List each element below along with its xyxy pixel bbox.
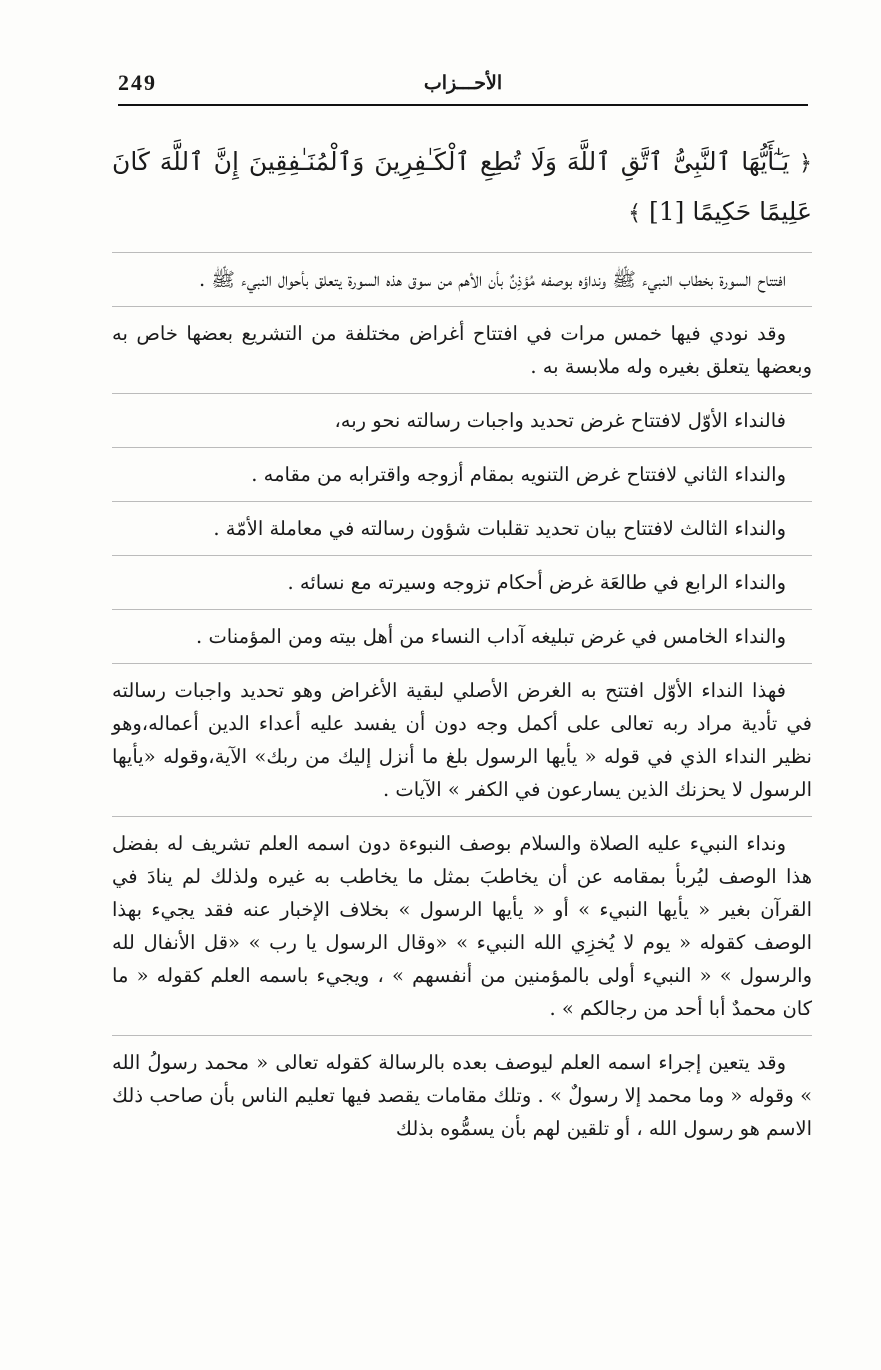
page-body <box>112 138 812 1155</box>
paragraph: وقد نودي فيها خمس مرات في افتتاح أغراض مختلفة من التشريع بعضها خاص به وبعضها يتعلق بغيره وله ملابسة به . <box>112 322 812 378</box>
quran-verse <box>112 138 812 238</box>
section-divider <box>112 393 812 394</box>
paragraph: ونداء النبيء عليه الصلاة والسلام بوصف النبوءة دون اسمه العلم تشريف له بفضل هذا الوصف ليُربأ بمقامه عن أن يخاطبَ بمثل ما يخاطب به غيره ولذلك لم ينادَ في القرآن بغير « يأيها النبيء » أو « يأيها الرسول » بخلاف الإخبار عنه فقد يجيء بهذا الوصف كقوله « يوم لا يُخزِي الله النبيء » «وقال الرسول يا رب » «قل الأنفال لله والرسول » « النبيء أولى بالمؤمنين من أنفسهم » ، ويجيء باسمه العلم كقوله « ما كان محمدٌ أبا أحد من رجالكم » . <box>112 832 812 1020</box>
page-header <box>118 62 808 106</box>
section-divider <box>112 555 812 556</box>
paragraph: والنداء الثاني لافتتاح غرض التنويه بمقام أزوجه واقترابه من مقامه . <box>251 463 786 486</box>
paragraph: فالنداء الأوّل لافتتاح غرض تحديد واجبات رسالته نحو ربه، <box>334 409 786 432</box>
header-rule <box>118 104 808 106</box>
running-title: الأحـــزاب <box>423 72 503 94</box>
paragraph: فهذا النداء الأوّل افتتح به الغرض الأصلي لبقية الأغراض وهو تحديد واجبات رسالته في تأدية مراد ربه تعالى على أكمل وجه دون أن يفسد عليه أعداء الدين أعماله،وهو نظير النداء الذي في قوله « يأيها الرسول بلغ ما أنزل إليك من ربك» الآية،وقوله «يأيها الرسول لا يحزنك الذين يسارعون في الكفر » الآيات . <box>112 679 812 801</box>
verse-text: يَـٰٓأَيُّهَا ٱلنَّبِىُّ ٱتَّقِ ٱللَّهَ وَلَا تُطِعِ ٱلْكَـٰفِرِينَ وَٱلْمُنَـٰفِقِينَ إِنَّ ٱللَّهَ كَانَ عَلِيمًا حَكِيمًا [1] <box>112 147 812 226</box>
paragraph: والنداء الثالث لافتتاح بيان تحديد تقلبات شؤون رسالته في معاملة الأمّة . <box>213 517 786 540</box>
verse-close-bracket: ﴾ <box>628 201 642 226</box>
section-divider <box>112 1035 812 1036</box>
section-divider <box>112 816 812 817</box>
section-divider <box>112 252 812 253</box>
section-divider <box>112 306 812 307</box>
paragraph: افتتاح السورة بخطاب النبيء ﷺ ونداؤه بوصفه مُؤذِنٌ بأن الأهم من سوق هذه السورة يتعلق بأحوال النبيء ﷺ . <box>199 268 786 291</box>
section-divider <box>112 447 812 448</box>
verse-open-bracket: ﴿ <box>799 151 812 176</box>
paragraph: والنداء الخامس في غرض تبليغه آداب النساء من أهل بيته ومن المؤمنات . <box>196 625 786 648</box>
section-divider <box>112 663 812 664</box>
section-divider <box>112 609 812 610</box>
paragraph: وقد يتعين إجراء اسمه العلم ليوصف بعده بالرسالة كقوله تعالى « محمد رسولُ الله » وقوله « وما محمد إلا رسولٌ » . وتلك مقامات يقصد فيها تعليم الناس بأن صاحب ذلك الاسم هو رسول الله ، أو تلقين لهم بأن يسمُّوه بذلك <box>112 1051 812 1140</box>
paragraph: والنداء الرابع في طالعَة غرض أحكام تزوجه وسيرته مع نسائه . <box>287 571 786 594</box>
page-number: 249 <box>118 70 157 95</box>
section-divider <box>112 501 812 502</box>
